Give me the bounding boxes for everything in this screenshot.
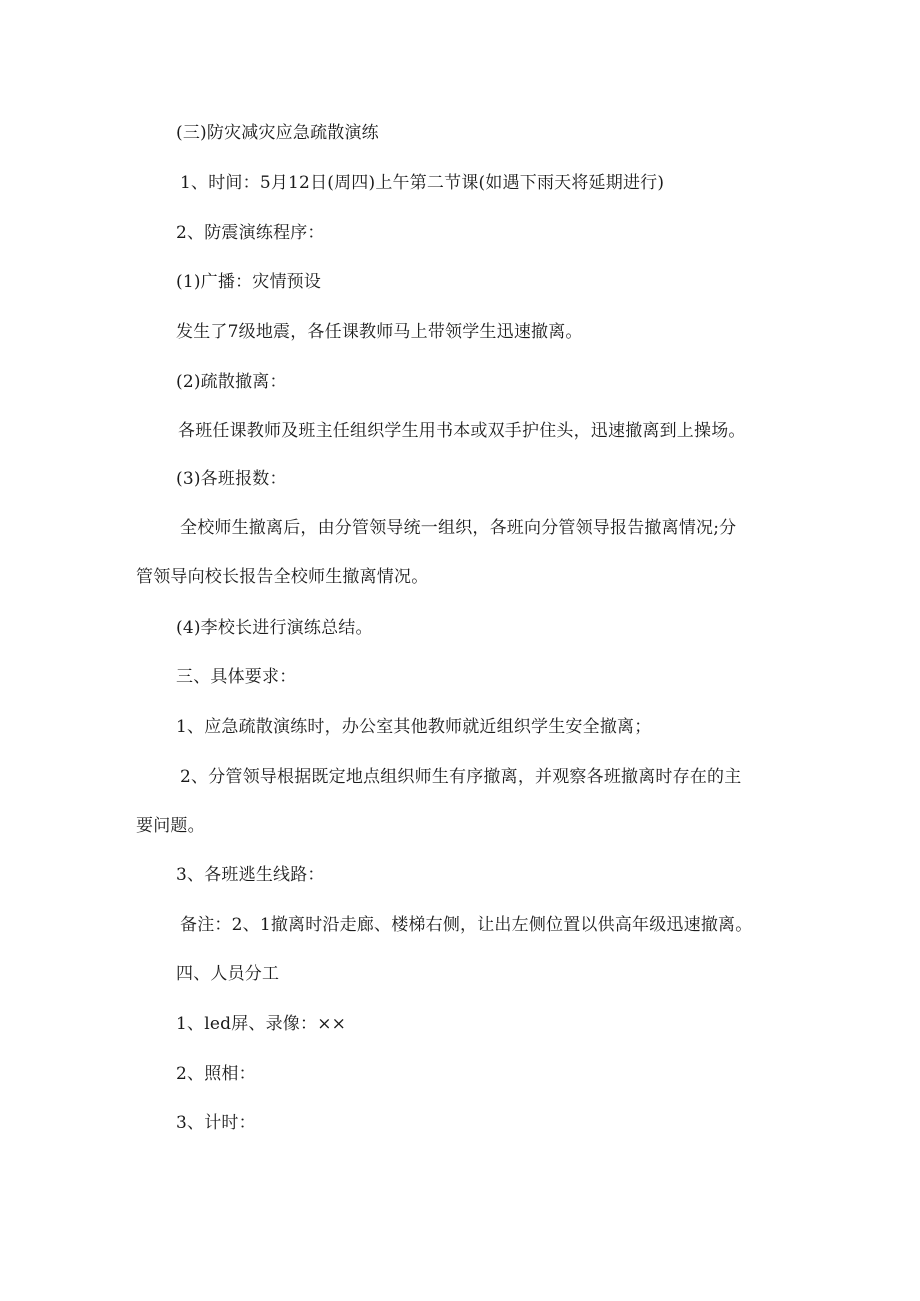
evacuation-text: 各班任课教师及班主任组织学生用书本或双手护住头，迅速撤离到上操场。 [178, 421, 746, 441]
requirement-1: 1、应急疏散演练时，办公室其他教师就近组织学生安全撤离； [176, 717, 652, 737]
broadcast-text: 发生了7级地震，各任课教师马上带领学生迅速撤离。 [176, 322, 583, 342]
staff-assignment-heading: 四、人员分工 [176, 964, 280, 984]
assignment-led-video: 1、led屏、录像：×× [176, 1014, 347, 1034]
assignment-timing: 3、计时： [176, 1113, 256, 1133]
section-heading-drill: (三)防灾减灾应急疏散演练 [176, 123, 379, 143]
requirement-2-line-1: 2、分管领导根据既定地点组织师生有序撤离，并观察各班撤离时存在的主 [180, 767, 742, 787]
drill-time-item: 1、时间：5月12日(周四)上午第二节课(如遇下雨天将延期进行) [180, 173, 665, 193]
evacuation-step: (2)疏散撤离： [176, 372, 287, 392]
headcount-step: (3)各班报数： [176, 469, 287, 489]
assignment-photo: 2、照相： [176, 1064, 256, 1084]
requirements-heading: 三、具体要求： [176, 667, 297, 687]
broadcast-step: (1)广播：灾情预设 [176, 272, 322, 292]
headcount-text-line-2: 管领导向校长报告全校师生撤离情况。 [136, 567, 429, 587]
escape-route-note: 备注：2、1撤离时沿走廊、楼梯右侧，让出左侧位置以供高年级迅速撤离。 [180, 915, 753, 935]
requirement-3: 3、各班逃生线路： [176, 865, 325, 885]
requirement-2-line-2: 要问题。 [136, 816, 205, 836]
headcount-text-line-1: 全校师生撤离后，由分管领导统一组织，各班向分管领导报告撤离情况;分 [180, 518, 737, 538]
summary-step: (4)李校长进行演练总结。 [176, 618, 373, 638]
earthquake-procedure-heading: 2、防震演练程序： [176, 223, 325, 243]
